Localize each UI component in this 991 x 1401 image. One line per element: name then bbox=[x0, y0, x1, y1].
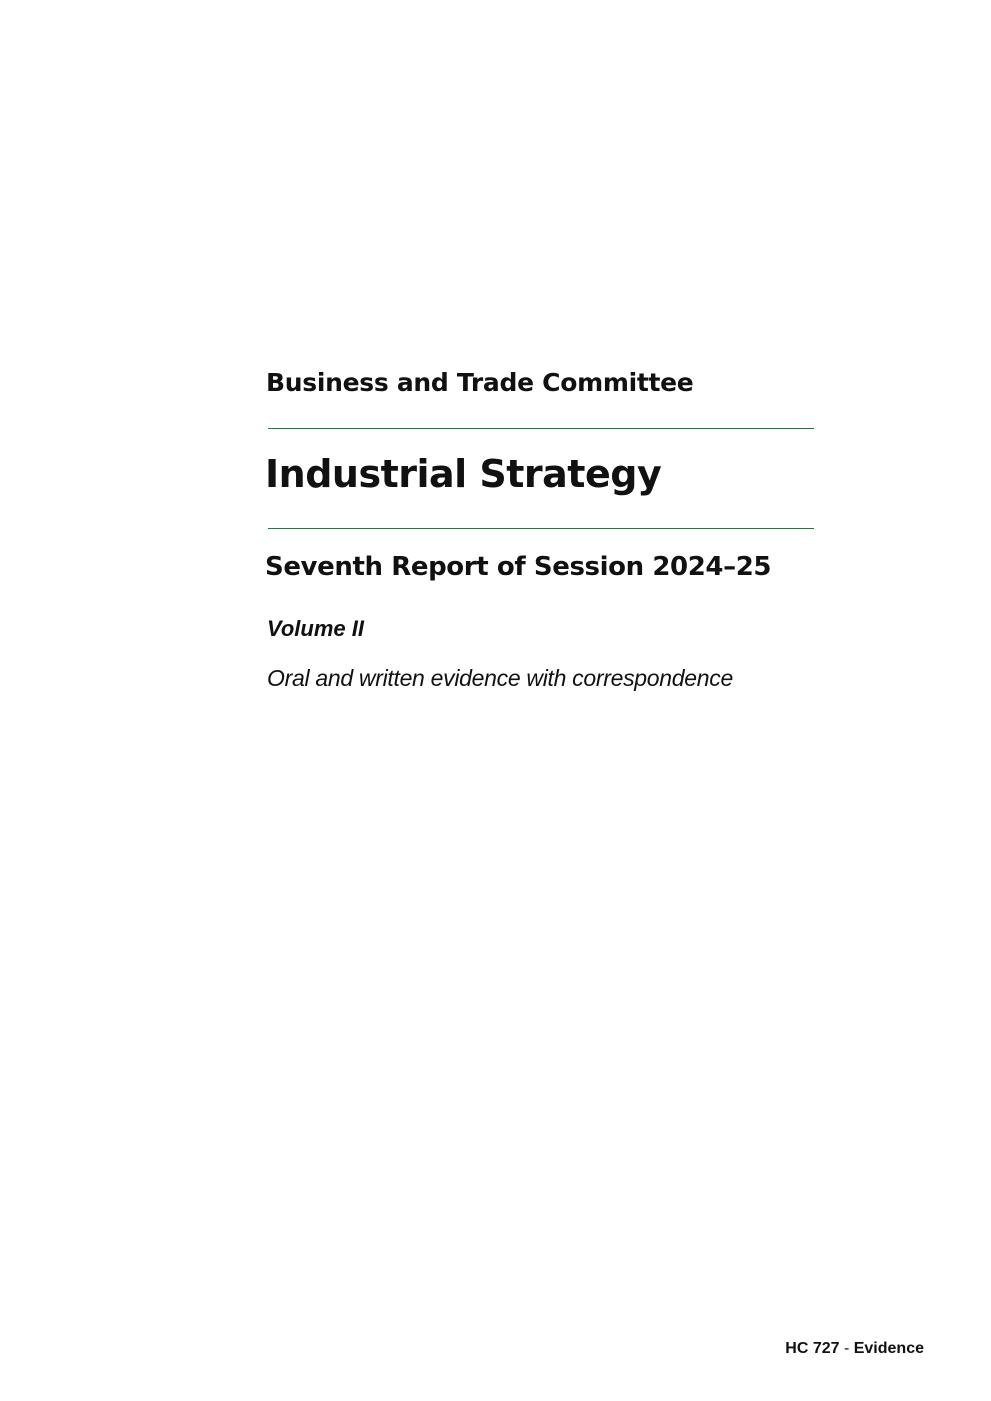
report-session: Seventh Report of Session 2024–25 bbox=[265, 552, 772, 582]
top-divider bbox=[268, 428, 814, 429]
committee-name: Business and Trade Committee bbox=[266, 368, 694, 397]
paper-number-label: Evidence bbox=[853, 1340, 924, 1357]
volume-subtitle: Oral and written evidence with correspondence bbox=[267, 665, 733, 691]
paper-number-separator: - bbox=[839, 1340, 854, 1357]
paper-number bbox=[785, 1340, 924, 1358]
bottom-divider bbox=[268, 528, 814, 529]
report-title: Industrial Strategy bbox=[265, 452, 662, 496]
paper-number-code: HC 727 bbox=[785, 1340, 840, 1357]
volume-label: Volume II bbox=[267, 616, 364, 641]
